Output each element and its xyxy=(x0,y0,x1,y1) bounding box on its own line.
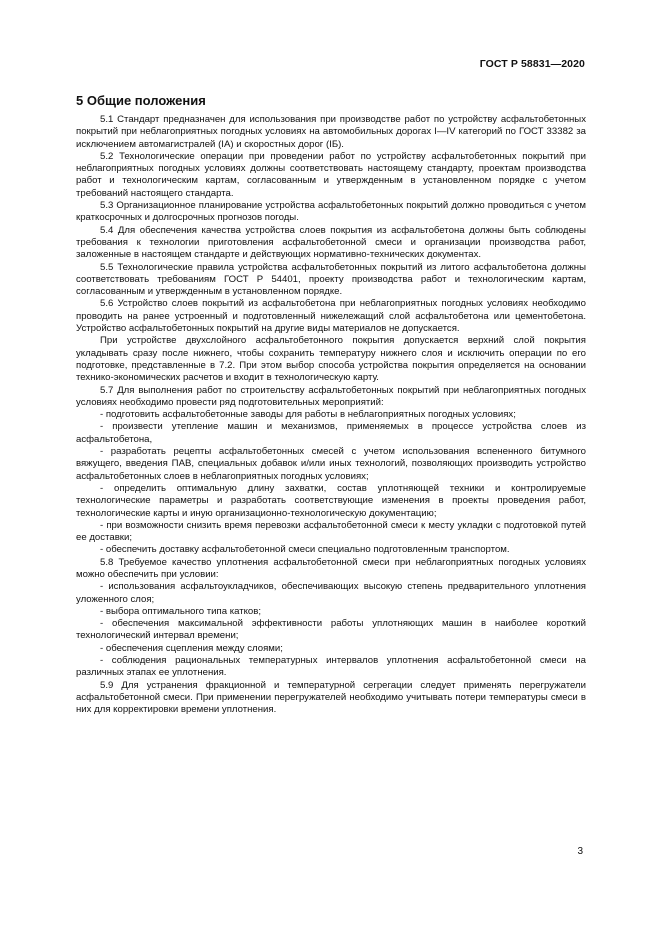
section-title: 5 Общие положения xyxy=(76,93,206,108)
list-item: - при возможности снизить время перевозки асфальтобетонной смеси к месту укладки с подготовкой путей ее доставки; xyxy=(76,519,586,544)
list-item: - обеспечения максимальной эффективности работы уплотняющих машин в наиболее короткий технологический интервал времени; xyxy=(76,618,586,642)
list-item: - произвести утепление машин и механизмов, применяемых в процессе устройства слоев из асфальтобетона, xyxy=(76,421,586,445)
list-item: - разработать рецепты асфальтобетонных смесей с учетом использования вспененного битумного вяжущего, введения ПАВ, специальных добавок и/или иных технологий, позволяющих производить устройство асфальтобетонных слоев в неблагоприятных погодных условиях; xyxy=(76,446,586,482)
list-item: - определить оптимальную длину захватки, состав уплотняющей техники и контролируемые технологические параметры и разработать соответствующие изменения в проекты проведения работ, технологические карты и иную организационно-технологическую документацию; xyxy=(76,482,586,519)
paragraph: 5.9 Для устранения фракционной и температурной сегрегации следует применять перегружатели асфальтобетонной смеси. При применении перегружателей необходимо учитывать потери температуры смеси в них для корректировки времени уплотнения. xyxy=(76,679,586,716)
list-item: - выбора оптимального типа катков; xyxy=(100,605,262,617)
list-item: - подготовить асфальтобетонные заводы для работы в неблагоприятных погодных условиях; xyxy=(100,409,516,421)
list-item: - соблюдения рациональных температурных интервалов уплотнения асфальтобетонной смеси на различных этапах ее уплотнения. xyxy=(76,655,586,679)
paragraph: 5.4 Для обеспечения качества устройства слоев покрытия из асфальтобетона должны быть соблюдены требования к технологии приготовления асфальтобетонной смеси и организации производства работ, заложенные в настоящем стандарте и действующих нормативно-технических документах. xyxy=(76,224,586,261)
list-item: - обеспечения сцепления между слоями; xyxy=(100,642,283,654)
section-body xyxy=(76,114,586,717)
paragraph: 5.8 Требуемое качество уплотнения асфальтобетонной смеси при неблагоприятных погодных условиях можно обеспечить при условии: xyxy=(76,556,586,580)
paragraph: 5.2 Технологические операции при проведении работ по устройству асфальтобетонных покрытий при неблагоприятных погодных условиях должны соответствовать настоящему стандарту, проектам производства работ и технологическим картам, согласованным и утвержденным в установленном порядке с учетом требований настоящего стандарта. xyxy=(76,150,586,199)
document-id: ГОСТ Р 58831—2020 xyxy=(479,58,585,70)
paragraph: 5.3 Организационное планирование устройства асфальтобетонных покрытий должно проводиться с учетом краткосрочных и долгосрочных прогнозов погоды. xyxy=(76,200,586,224)
paragraph: 5.6 Устройство слоев покрытий из асфальтобетона при неблагоприятных погодных условиях необходимо проводить на ранее устроенный и подготовленный нижележащий слой асфальтобетона или цементобетона. Устройство асфальтобетонных покрытий на другие виды материалов не допускается. xyxy=(76,298,586,335)
paragraph: При устройстве двухслойного асфальтобетонного покрытия допускается верхний слой покрытия укладывать сразу после нижнего, чтобы сохранить температуру нижнего слоя и исключить операции по его подготовке, представленные в 7.2. При этом выбор способа устройства покрытия определяется на основании технико-экономических расчетов и входит в технологическую карту. xyxy=(76,335,586,384)
list-item: - использования асфальтоукладчиков, обеспечивающих высокую степень предварительного уплотнения уложенного слоя; xyxy=(76,581,586,605)
list-item: - обеспечить доставку асфальтобетонной смеси специально подготовленным транспортом. xyxy=(100,544,510,556)
paragraph: 5.1 Стандарт предназначен для использования при производстве работ по устройству асфальтобетонных покрытий при неблагоприятных погодных условиях на автомобильных дорогах I—IV категорий по ГОСТ 33382 за исключением автомагистралей (IA) и скоростных дорог (IБ). xyxy=(76,114,586,150)
paragraph: 5.5 Технологические правила устройства асфальтобетонных покрытий из литого асфальтобетона должны соответствовать требованиям ГОСТ Р 54401, проекту производства работ и технологическим картам, согласованным и утвержденным в установленном порядке. xyxy=(76,261,586,298)
page-number: 3 xyxy=(577,846,583,857)
paragraph: 5.7 Для выполнения работ по строительству асфальтобетонных покрытий при неблагоприятных погодных условиях необходимо провести ряд подготовительных мероприятий: xyxy=(76,384,586,408)
